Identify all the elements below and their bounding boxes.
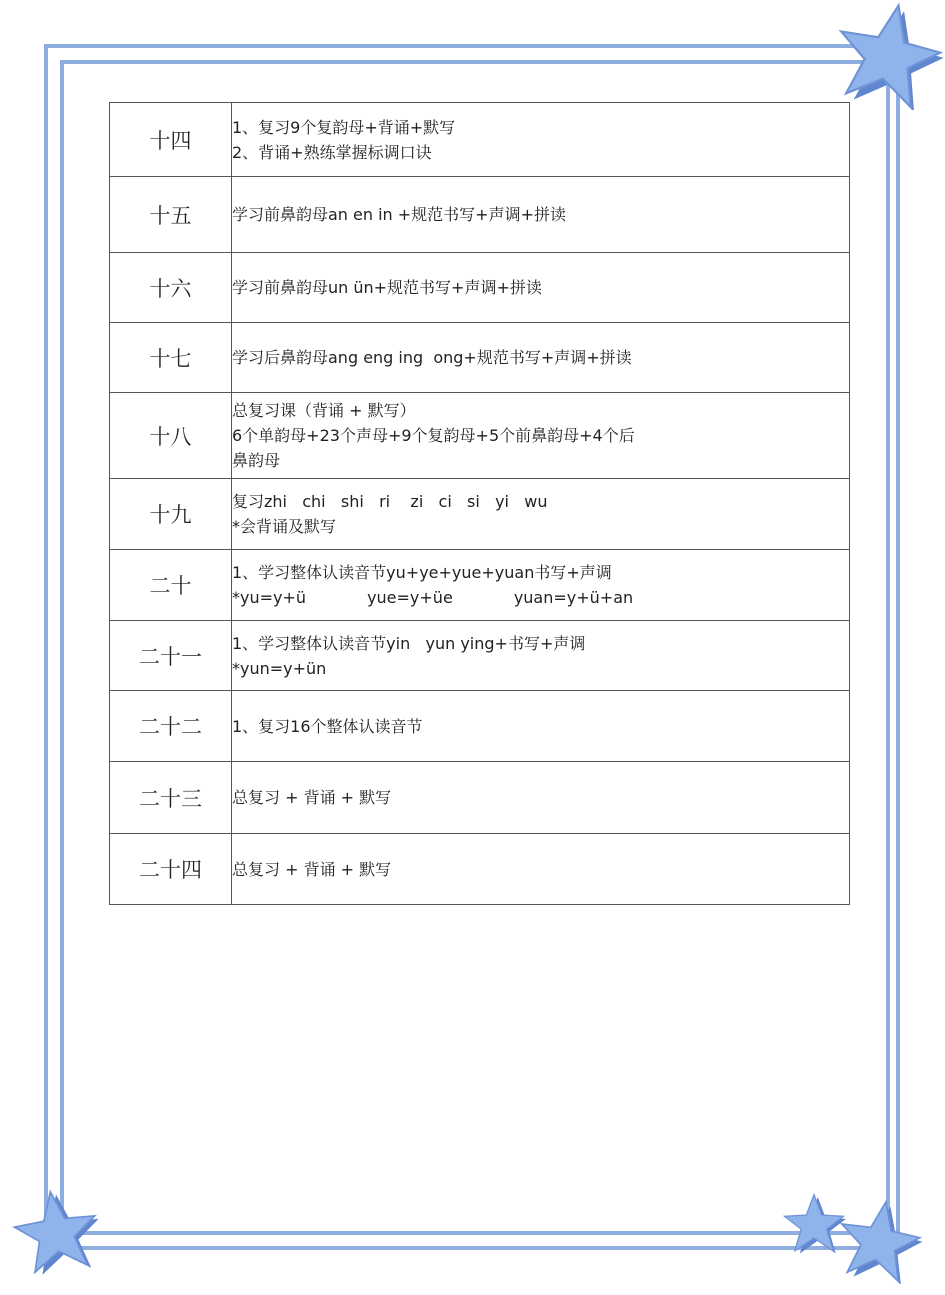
content-line: *yun=y+ün (232, 658, 327, 678)
content-cell (232, 691, 850, 762)
table-row (110, 103, 850, 177)
week-cell: 十四 (110, 103, 232, 177)
content-line: *会背诵及默写 (232, 517, 337, 536)
content-cell (232, 621, 850, 691)
table-row (110, 177, 850, 253)
week-cell: 二十一 (110, 621, 232, 691)
table-row (110, 834, 850, 905)
content-line: 总复习 + 背诵 + 默写 (232, 859, 392, 879)
content-line: 6个单韵母+23个声母+9个复韵母+5个前鼻韵母+4个后 (232, 426, 635, 445)
table-row (110, 550, 850, 621)
week-cell: 十九 (110, 479, 232, 550)
week-cell: 十五 (110, 177, 232, 253)
week-cell: 二十二 (110, 691, 232, 762)
content-line: 学习前鼻韵母un ün+规范书写+声调+拼读 (232, 278, 542, 297)
content-line: 1、复习9个复韵母+背诵+默写 (232, 117, 456, 137)
content-line: 复习zhi chi shi ri zi ci si yi wu (232, 492, 548, 511)
table-row (110, 762, 850, 834)
content-cell (232, 762, 850, 834)
content-cell (232, 393, 850, 479)
table-row (110, 479, 850, 550)
content-line: 总复习 + 背诵 + 默写 (232, 788, 392, 807)
star-icon (836, 1198, 922, 1284)
table-row (110, 393, 850, 479)
content-line: *yu=y+ü yue=y+üe yuan=y+ü+an (232, 588, 634, 607)
content-line: 1、学习整体认读音节yu+ye+yue+yuan书写+声调 (232, 563, 612, 582)
content-cell (232, 834, 850, 905)
star-icon (832, 0, 944, 110)
content-cell (232, 479, 850, 550)
content-cell (232, 177, 850, 253)
week-cell: 十六 (110, 253, 232, 323)
table-row (110, 323, 850, 393)
content-line: 鼻韵母 (232, 451, 281, 470)
table-row (110, 253, 850, 323)
content-line: 1、学习整体认读音节yin yun ying+书写+声调 (232, 633, 586, 653)
table-row (110, 621, 850, 691)
content-cell (232, 253, 850, 323)
content-cell (232, 323, 850, 393)
week-cell: 二十三 (110, 762, 232, 834)
content-line: 总复习课（背诵 + 默写） (232, 401, 416, 420)
content-cell (232, 550, 850, 621)
week-cell: 二十四 (110, 834, 232, 905)
lesson-plan-table (109, 102, 850, 905)
content-line: 1、复习16个整体认读音节 (232, 716, 423, 736)
week-cell: 十八 (110, 393, 232, 479)
table-row (110, 691, 850, 762)
week-cell: 二十 (110, 550, 232, 621)
week-cell: 十七 (110, 323, 232, 393)
content-line: 学习前鼻韵母an en in +规范书写+声调+拼读 (232, 205, 566, 224)
content-line: 2、背诵+熟练掌握标调口诀 (232, 142, 432, 162)
star-icon (12, 1188, 100, 1276)
content-cell (232, 103, 850, 177)
content-line: 学习后鼻韵母ang eng ing ong+规范书写+声调+拼读 (232, 348, 632, 367)
